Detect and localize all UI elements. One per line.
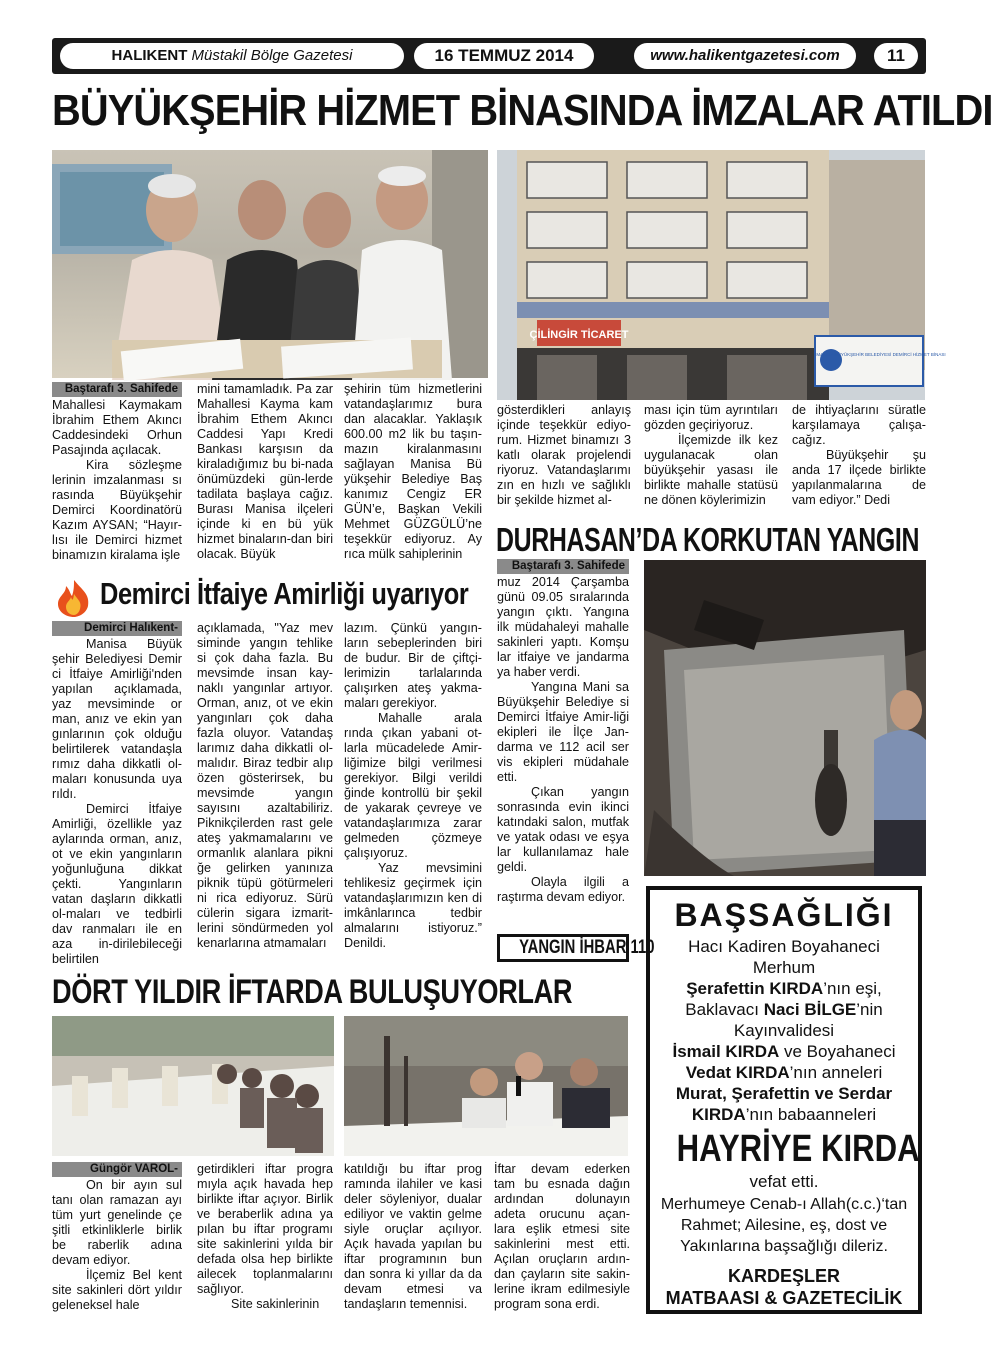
iftar-headline: DÖRT YILDIR İFTARDA BULUŞUYORLAR [52,973,573,1011]
article4-col2-p1: getirdikleri iftar progra mıyla açık havada hep birlikte iftar açıyor. Birlik ve beraberlik adına ya pılan bu iftar programı site sakinlerini yılda bir defada olsa hep birlikte ailecek toplanmalarını sağlıyor. [197,1162,333,1296]
condolence-line3-rest: ’nın eşi, [823,979,882,998]
condolence-prayer2: Rahmet; Ailesine, eş, dost ve [680,1217,888,1234]
signing-photo [52,150,488,378]
condolence-line5: Kayınvalidesi [733,1021,835,1040]
byline-tag: Demirci Halıkent- [52,621,182,636]
condolence-died: vefat etti. [749,1172,819,1191]
condolence-signature1: KARDEŞLER [727,1266,840,1286]
condolence-prayer1: Merhumeye Cenab-ı Allah(c.c.)‘tan [660,1196,908,1213]
condolence-name-vedat: Vedat KIRDA [685,1063,790,1082]
durhasan-headline: DURHASAN’DA KORKUTAN YANGIN [496,521,920,558]
paper-name: HALIKENT [111,47,188,64]
article3-text [497,559,629,905]
website-pill [634,43,856,69]
article4-col2-p2: Site sakinlerinin [231,1297,320,1311]
article4-col1-p1: On bir ayın sul tanı olan ramazan ayı tüm yurt genelinde çe şitli etkinliklerle birlik be raberlik adına devam ediyor. [52,1178,182,1267]
deceased-name-text: HAYRİYE KIRDA [676,1128,920,1170]
article2-col1-p1: Manisa Büyük şehir Belediyesi Demir ci İtfaiye Amirliği'nden yapılan açıklamada, yaz mevsiminde or man, anız ve ekin yan gınlarının çok olduğu belirtilerek vatandaşla rımız daha dikkatli ol-maları konusunda uya rıldı. [52,637,182,801]
condolence-line9 [650,1104,918,1125]
article4-col4 [494,1162,630,1312]
condolence-signature2: MATBAASI & GAZETECİLİK [665,1288,903,1308]
condolence-line4 [650,999,918,1020]
article3-p1: muz 2014 Çarşamba günü 09.05 sıralarında yangın çıktı. Yangına ilk müdahaleyi mahalle sakinleri yaptı. Komşu lar itfaiye ve jandarma ya haber verdi. [497,575,629,679]
page-number: 11 [887,46,905,65]
article4-col4-text: İftar devam ederken tam bu esnada dağın ardından dolunayın adeta orucunu açan-lara eşlik etmesi site sakinlerini mest etti. Açılan oruçların ardın-dan çayların site sakin-lerine ikram edilmesiyle program sona erdi. [494,1162,630,1311]
article1-col1-p1: Mahallesi Kaymakam İbrahim Ethem Akıncı Caddesindeki Orhun Pasajında açılacak. [52,398,182,457]
article2-col2-text: açıklamada, "Yaz mev siminde yangın tehlike si çok daha fazla. Bu mevsimde insan kay-naklı yangınlar artıyor. Orman, anız, ot ve ekin yangınları çok daha fazla oluyor. Vatandaş larımız daha dikkatli ol-malıdır. Biraz tedbir alıp özen gösterirsek, bu mevsimde yangın sayısını azaltabiliriz. Piknikçilerden rast gele ateş yakmamalarını ve ormanlık alanlara pikni ğe gelirken yanınıza piknik tüpü götürmeleri ni rica ediyoruz. Sürü cülerin sigara izmarit-lerini söndürmeden yol kenarlarına atmamaları [197,621,333,950]
condolence-line8 [650,1083,918,1104]
condolence-line9-rest: ’nın babaanneleri [745,1105,877,1124]
page-number-pill [874,43,918,69]
date-pill [414,43,594,69]
condolence-line6-rest: ve Boyahaneci [779,1042,896,1061]
building-photo [497,150,946,400]
condolence-line7-rest: ’nın anneleri [789,1063,883,1082]
article4-col2 [197,1162,333,1312]
article3-p2: Yangına Mani sa Büyükşehir Belediye si Demirci İtfaiye Amir-liği ekipleri ile İlçe Jan-darma ve 112 acil ser vis ekipleri müdahale etti. [497,680,629,784]
article1-col2 [197,382,333,562]
article1-col4-text: gösterdikleri anlayış içinde teşekkür ediyo-rum. Hizmet binamızı 3 katlı olarak projelendi riyoruz. Vatandaşlarımı zın en hızlı ve sağlıklı bir şekilde hizmet al- [497,403,631,507]
article4-col1-p2: İlçemiz Bel kent site sakinleri dört yıldır geleneksel hale [52,1268,182,1312]
fire-hotline-text: YANGIN İHBAR 110 [519,937,655,958]
condolence-surname: KIRDA [691,1105,746,1124]
service-building-sign: MANİSA BÜYÜKŞEHİR BELEDİYESİ DEMİRCİ HİZMET BİNASI [816,352,946,357]
condolence-line4-pre: Baklavacı [685,1000,764,1019]
article1-col6 [792,403,926,508]
website-link[interactable]: www.halikentgazetesi.com [650,47,840,64]
condolence-prayer3: Yakınlarına başsağlığı dileriz. [680,1238,888,1255]
condolence-box [646,886,922,1314]
article2-col3-p2: Mahalle arala rında çıkan yabani ot-larla mücadelede Amir-liğimize bilgi verilmesi gerekiyor. Bilgi verildi ğinde kontrollü bir şekil de yakarak çevreye ve vatandaşlarımıza zarar gelmeden çözmeye çalışıyoruz. [344,711,482,860]
fire-icon [52,578,96,618]
deceased-name [650,1129,918,1169]
article1-col5 [644,403,778,508]
article2-col3-p1: lazım. Çünkü yangın-ların sebeplerinden biri de budur. Bir de çiftçi-lerimizin tarlalarında çalışırken ateş yakma-maları gerekiyor. [344,621,482,710]
article2-col3-p3: Yaz mevsimini tehlikesiz geçirmek için vatandaşlarımızın ken di imkânlarınca tedbir almalarını istiyoruz.” Denildi. [344,861,482,950]
condolence-line6 [650,1041,918,1062]
itfaiye-headline: Demirci İtfaiye Amirliği uyarıyor [100,576,469,611]
condolence-names-grandchildren: Murat, Şerafettin ve Serdar [675,1084,893,1103]
article1-col1 [52,382,182,563]
iftar-photo-2 [344,1016,628,1156]
main-headline: BÜYÜKŞEHİR HİZMET BİNASINDA İMZALAR ATILDI [52,86,992,135]
paper-subtitle: Müstakil Bölge Gazetesi [191,47,353,64]
condolence-line2: Merhum [752,958,816,977]
condolence-name-serafettin: Şerafettin KIRDA [686,979,824,998]
article1-col3 [344,382,482,562]
condolence-line1: Hacı Kadiren Boyahaneci [688,937,880,956]
article1-col2-text: mini tamamladık. Pa zar Mahallesi Kayma kam İbrahim Ethem Akıncı Caddesi Yapı Kredi Bankası karşısın da kiraladığımız bu bi-nada önümüzdeki gün-lerde tadilata başlaya cağız. Burası Manisa ilçeleri içinde ki en bü yük hizmet binaların-dan biri olacak. Büyük [197,382,333,561]
article2-col3 [344,621,482,951]
continued-tag-3: Baştarafı 3. Sahifede [497,559,629,574]
condolence-line7 [650,1062,918,1083]
article1-col6-p2: Büyükşehir şu anda 17 ilçede birlikte yapılanmalarına de vam ediyor.” Dedi [792,448,926,507]
paper-name-pill [60,43,404,69]
condolence-name-ismail: İsmail KIRDA [672,1042,780,1061]
article2-col1 [52,621,182,967]
condolence-name-naci: Naci BİLGE [763,1000,857,1019]
shop-sign-text: ÇİLİNGİR TİCARET [529,329,629,341]
article1-col1-p2: Kira sözleşme lerinin imzalanması sı rasında Büyükşehir Demirci Koordinatörü Kazım AYSAN; “Hayır-lısı ile Demirci hizmet binamızın kiralama işle [52,458,182,562]
article4-col3 [344,1162,482,1312]
iftar-photo-1 [52,1016,334,1156]
fire-hotline-badge [497,934,655,962]
article2-col1-p2: Demirci İtfaiye Amirliği, özellikle yaz aylarında orman, anız, ot ve ekin yangınların yoğunluğuna dikkat çekti. Yangınların vatan daşların dikkatli ol-maları ve tedbirli dav ranmaları ile en aza in-dirilebileceği belirtilen [52,802,182,966]
article2-col2 [197,621,333,951]
condolence-line4-rest: ’nin [856,1000,883,1019]
article1-col5-p1: ması için tüm ayrıntıları gözden geçiriyoruz. [644,403,778,432]
article3-p4: Olayla ilgili a raştırma devam ediyor. [497,875,629,904]
article3-p3: Çıkan yangın sonrasında evin ikinci katındaki salon, mutfak ve yatak odası ve eşya lar kullanılamaz hale geldi. [497,785,629,874]
header-bar [52,38,926,74]
article1-col5-p2: İlçemizde ilk kez uygulanacak olan büyükşehir yasası ile birlikte mahalle statüsü ne dönen köylerimizin [644,433,778,507]
condolence-line3 [650,978,918,999]
fire-damage-photo [644,560,926,876]
article1-col4 [497,403,631,508]
article4-col1 [52,1162,182,1313]
article4-col3-text: katıldığı bu iftar prog ramında ilahiler ve kasi deler söyleniyor, dualar ediliyor ve vaktin gelme siyle oruçlar açılıyor. Açık havada yapılan bu iftar programının bun dan sonra ki yıllar da da devam etmesi va tandaşların temennisi. [344,1162,482,1311]
article1-col3-text: şehirin tüm hizmetlerini vatandaşlarımız bura dan alacaklar. Yaklaşık 600.00 m2 lik bu taşın-mazın kiralanmasını sağlayan Manisa Bü yükşehir Belediye Baş kanımız Cengiz ER GÜN’e, Başkan Vekili Mehmet GÜZGÜLÜ’ne teşekkür ediyoruz. Ay rıca mülk sahiplerinin [344,382,482,561]
issue-date: 16 TEMMUZ 2014 [434,46,574,65]
condolence-title: BAŞSAĞLIĞI [674,897,894,933]
article1-col6-p1: de ihtiyaçlarını süratle karşılamaya çalışa-cağız. [792,403,926,447]
byline-tag-4: Güngör VAROL- [52,1162,182,1177]
continued-tag: Baştarafı 3. Sahifede [52,382,182,397]
